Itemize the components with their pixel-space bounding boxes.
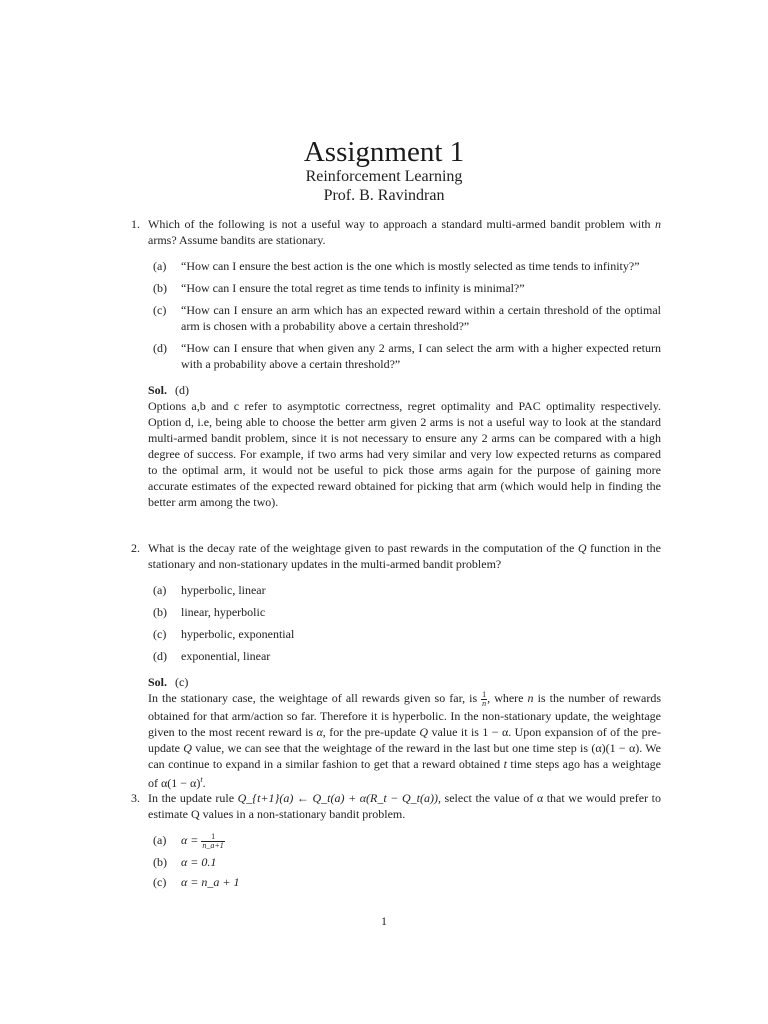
option-c: (c) α = n_a + 1 (153, 874, 240, 889)
solution-explanation: Options a,b and c refer to asymptotic correctness, regret optimality and PAC optimality respectively. Option d, i.e, being able to choose the better arm given 2 arms is not a useful way to look at the standard multi-armed bandit problem, since it is not necessary to ensure any 2 arms can be compared with a high degree of success. For example, if two arms had very similar and very low expected returns as compared to the optimal arm, it would not be useful to pick those arms again for the purpose of gaining more accurate estimates of the expected reward obtained for picking that arm (which would help in finding the better arm among the two). (148, 399, 661, 509)
question-2 (131, 540, 661, 791)
option-b: (b) linear, hyperbolic (153, 605, 266, 619)
question-number: 3. (131, 791, 140, 805)
options-list (153, 582, 661, 664)
option-d: (d) exponential, linear (153, 649, 271, 663)
document-title: Assignment 1 (303, 136, 465, 168)
question-number: 2. (131, 541, 140, 555)
option-b: (b) α = 0.1 (153, 854, 217, 869)
option-a: (a) hyperbolic, linear (153, 583, 266, 597)
options-list (153, 832, 661, 890)
fraction-alpha: $\frac{1}{n\_a+1}$ (202, 831, 224, 850)
option-d: (d) “How can I ensure that when given any 2 arms, I can select the arm with a higher expected return with a probability above a certain threshold?” (153, 341, 661, 371)
option-a: (a) “How can I ensure the best action is the one which is mostly selected as time tends to infinity?” (153, 259, 640, 273)
instructor-name: Prof. B. Ravindran (323, 187, 445, 204)
solution (148, 674, 661, 791)
question-text: Which of the following is not a useful way to approach a standard multi-armed bandit problem with n arms? Assume bandits are stationary. (148, 217, 661, 247)
solution-answer: (c) (175, 675, 189, 689)
question-1 (131, 216, 661, 510)
solution (148, 382, 661, 510)
options-list (153, 258, 661, 372)
question-text: In the update rule Q_{t+1}(a) ← Q_t(a) + α(R_t − Q_t(a)), select the value of α that we would prefer to estimate Q values in a non-stationary bandit problem. (148, 791, 661, 821)
fraction-1-over-n: $\frac{1}{n}$ (482, 689, 487, 708)
solution-explanation: In the stationary case, the weightage of all rewards given so far, is $\frac{1}{n}$ , where n is the number of rewards obtained for that arm/action so far. Therefore it is hyperbolic. In the non-stationary update, the weightage given to the most recent reward is α, for the pre-update Q value it is 1 − α. Upon expansion of of the pre-update Q value, we can see that the weightage of the reward in the last but one time step is (α)(1 − α). We can continue to expand in a similar fashion to get that a reward obtained t time steps ago has a weightage of $\alpha(1 - \alpha)^t$. (148, 689, 661, 790)
option-b: (b) “How can I ensure the total regret as time tends to infinity is minimal?” (153, 281, 525, 295)
question-3 (131, 790, 661, 894)
option-c: (c) hyperbolic, exponential (153, 627, 295, 641)
update-rule: Q_{t+1}(a) ← Q_t(a) + α(R_t − Q_t(a)) (237, 791, 438, 805)
option-a: (a) α = $\frac{1}{n\_a+1}$ (153, 831, 224, 850)
question-number: 1. (131, 217, 140, 231)
question-text: What is the decay rate of the weightage given to past rewards in the computation of the Q function in the stationary and non-stationary updates in the multi-armed bandit problem? (148, 541, 662, 571)
option-c: (c) “How can I ensure an arm which has an expected reward within a certain threshold of the optimal arm is chosen with a probability above a certain threshold?” (153, 303, 661, 333)
page-number: 1 (381, 914, 387, 928)
solution-answer: (d) (175, 383, 190, 397)
course-name: Reinforcement Learning (305, 168, 463, 185)
solution-label: Sol. (148, 675, 168, 689)
solution-label: Sol. (148, 383, 168, 397)
